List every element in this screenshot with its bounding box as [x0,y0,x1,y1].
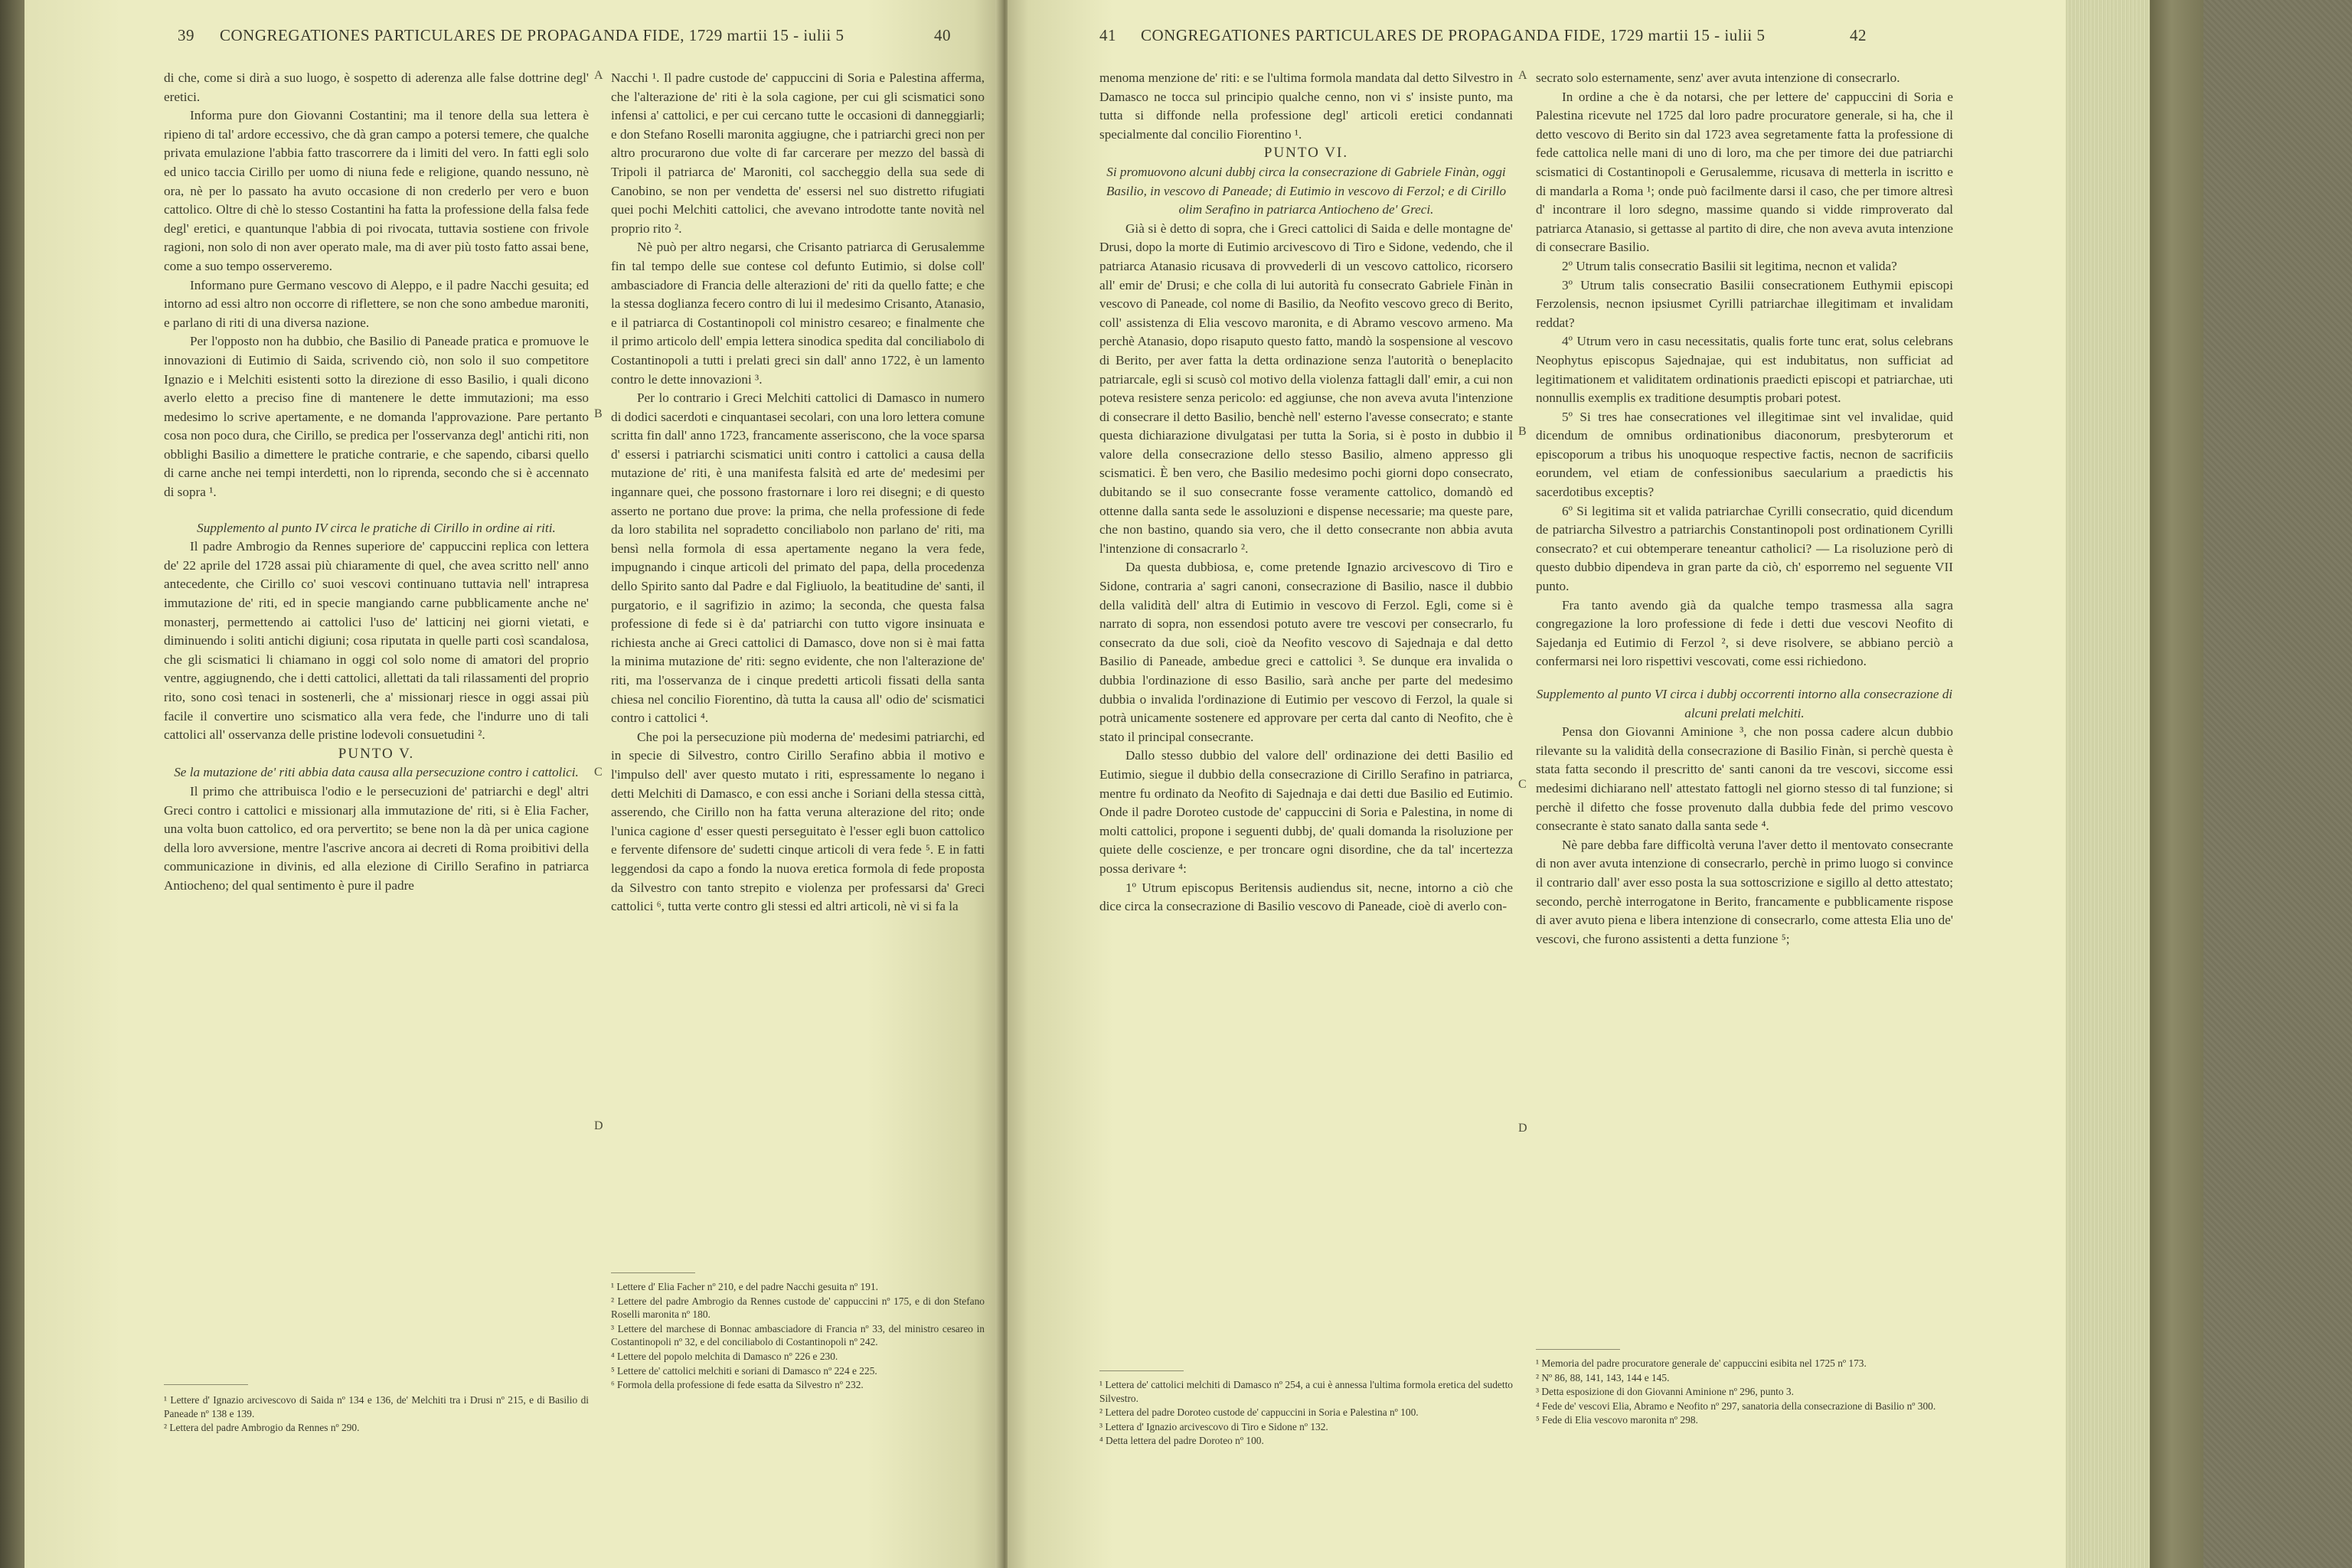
paragraph: Pensa don Giovanni Aminione ³, che non possa cadere alcun dubbio rilevante su la validità della consecrazione di Basilio Finàn, si perchè questa è stata fatta secondo il prescritto de' santi canoni da tre vescovi, siccome essi medesimi dichiarano nell' attestato fattogli nel giorno stesso di tal funzione; si perchè il difetto che fosse provenuto dalla dubbia fede del primo vescovo consecrante è stato sanato dalla santa sede ⁴. [1536,724,1953,834]
footnote: ² Lettera del padre Ambrogio da Rennes nº 290. [164,1422,360,1434]
paragraph: 6º Si legitima sit et valida patriarchae Cyrilli consecratio, quid dicendum de patriarcha Silvestro a patriarchis Constantinopoli post ordinationem Cyrilli consecrato? et cui obtemperare teneantur catholici? — La risoluzione però di questo dubbio dipendeva in gran parte da ciò, ch' esporremo nel seguente VII punto. [1536,503,1953,594]
running-title: CONGREGATIONES PARTICULARES DE PROPAGANDA FIDE, 1729 martii 15 - iulii 5 [1141,26,1766,44]
footnote: ¹ Memoria del padre procuratore generale de' cappuccini esibita nel 1725 nº 173. [1536,1357,1867,1369]
margin-marker-c: C [594,766,603,779]
footnote: ⁴ Detta lettera del padre Doroteo nº 100. [1099,1435,1264,1447]
footnote: ³ Lettere del marchese di Bonnac ambasciadore di Francia nº 33, del ministro cesareo in Costantinopoli nº 32, e del conciliabolo di Costantinopoli nº 242. [611,1322,985,1348]
footnote: ⁶ Formola della professione di fede esatta da Silvestro nº 232. [611,1379,864,1391]
footnote: ⁵ Fede di Elia vescovo maronita nº 298. [1536,1414,1698,1426]
footnote: ⁵ Lettere de' cattolici melchiti e soriani di Damasco nº 224 e 225. [611,1364,877,1377]
paragraph: Dallo stesso dubbio del valore dell' ordinazione dei detti Basilio ed Eutimio, siegue il dubbio della consecrazione di Cirillo Serafino in patriarca, mentre fu ordinato da Neofito di Sajednaja e dai detti due Basilio ed Eutimio. Onde il padre Doroteo custode de' cappuccini di Soria e Palestina, in nome di molti cattolici, propone i seguenti dubbj, de' quali domanda la risoluzione per quiete delle coscienze, e per troncare ogni disordine, che da tal' incertezza possa derivare ⁴: [1099,748,1513,876]
footnote: ² Lettera del padre Doroteo custode de' cappuccini in Soria e Palestina nº 100. [1099,1406,1419,1419]
page-number-41: 41 [1099,26,1116,44]
paragraph: Fra tanto avendo già da qualche tempo trasmessa alla sagra congregazione la loro professione di fede i detti due vescovi Neofito di Sajedanja ed Eutimio di Ferzol ², si deve risolvere, se abbiano perciò a confermarsi nei loro rispettivi vescovati, come essi richiedono. [1536,597,1953,669]
page-number-40: 40 [934,26,951,44]
paragraph: Informa pure don Giovanni Costantini; ma il tenore della sua lettera è ripieno di tal' ardore eccessivo, che dà gran campo a potersi temere, che qualche privata emulazione l'abbia fatto trascorrere da i limiti del vero. In fatti egli solo ed unico taccia Cirillo per uomo di niuna fede e religione, quando nessuno, nè ora, nè per lo passato ha avuto occasione di non crederlo per vero e buon cattolico. Oltre di chè lo stesso Costantini ha fatta la professione della falsa fede degl' eretici, e quantunque l'abbia di poi rivocata, tuttavia sostiene con frivole ragioni, non solo di non aver operato male, ma di aver più tosto fatto assai bene, come a suo tempo osserveremo. [164,108,589,273]
footnote: ⁴ Lettere del popolo melchita di Damasco nº 226 e 230. [611,1350,838,1362]
footnote-rule [611,1272,695,1273]
section-subtitle: Se la mutazione de' riti abbia data causa alla persecuzione contro i cattolici. [174,765,579,780]
left-column-2-footnotes [611,1280,985,1393]
paragraph: Nè può per altro negarsi, che Crisanto patriarca di Gerusalemme fin tal tempo delle sue contese col defunto Eutimio, si dolse coll' ambasciadore di Francia delle alterazioni de' riti da quello fatte; e che la stessa doglianza fecero contro di lui il medesimo Crisanto, Atanasio, e il patriarca di Costantinopoli col ministro cesareo; e finalmente che il primo articolo dell' empia lettera sinodica spedita dal conciliabolo di Costantinopoli a tutti i prelati greci sin dall' anno 1722, è un lamento contro le dette innovazioni ³. [611,240,985,387]
left-page [24,0,1003,1568]
right-column-2-footnotes [1536,1357,1953,1428]
paragraph: 2º Utrum talis consecratio Basilii sit legitima, necnon et valida? [1562,258,1897,273]
right-running-header [1008,21,2066,52]
paragraph: Informano pure Germano vescovo di Aleppo, e il padre Nacchi gesuita; ed intorno ad essi altro non occorre di riflettere, se non che sono ambedue maroniti, e parlano di riti di una diversa nazione. [164,277,589,330]
paragraph: 5º Si tres hae consecrationes vel illegitimae sint vel invalidae, quid dicendum de omnibus ordinationibus diaconorum, presbyterorum et episcoporum a tribus his unoquoque respective factis, necnon de sacrificiis eorundem, vel etiam de confessionibus saecularium a praedictis his sacerdotibus exceptis? [1536,409,1953,500]
book-cover-edge [2150,0,2203,1568]
footnote: ¹ Lettera de' cattolici melchiti di Damasco nº 254, a cui è annessa l'ultima formola eretica del sudetto Silvestro. [1099,1379,1513,1404]
background-board [2203,0,2352,1568]
page-number-39: 39 [178,26,194,44]
left-running-header [24,21,1003,52]
footnote-rule [1536,1349,1620,1350]
section-subtitle: Si promuovono alcuni dubbj circa la consecrazione di Gabriele Finàn, oggi Basilio, in vescovo di Paneade; di Eutimio in vescovo di Ferzol; e di Cirillo olim Serafino in patriarca Antiocheno de' Greci. [1106,164,1507,217]
paragraph: Già si è detto di sopra, che i Greci cattolici di Saida e delle montagne de' Drusi, dopo la morte di Eutimio arcivescovo di Tiro e Sidone, vedendo, che il patriarca Atanasio ricusava di provvederli di un vescovo cattolico, ricorsero all' emir de' Drusi; e che colla di lui autorità fu consecrato Gabriele Finàn in vescovo di Paneade, col nome di Basilio, da Neofito vescovo greco di Berito, coll' assistenza di Elia vescovo maronita, e di Abramo vescovo armeno. Ma perchè Atanasio, dopo risaputo questo fatto, mandò la sospensione al vescovo di Berito, per aver fatta la detta ordinazione senza l'autorità o beneplacito patriarcale, egli si scusò col motivo della violenza fattagli dall' emir, a cui non poteva resistere senza pericolo: ed aggiunse, che non aveva avuta l'intenzione di consecrare il detto Basilio, benchè nell' esterno l'avesse consecrato; e stante questa dichiarazione divulgatasi per tutta la Soria, si è posto in dubbio il valore della consecrazione dello stesso Basilio, almeno appresso gli scismatici. È ben vero, che Basilio medesimo pochi giorni dopo consecrato, dubitando se il suo consecrante fosse veramente cattolico, domandò ed ottenne dalla santa sede le assoluzioni e dispense necessarie; ma queste pare, che non bastino, quando sia vero, che il detto consecrante non abbia avuta l'intenzione di consacrarlo ². [1099,220,1513,556]
margin-marker-a: A [594,69,603,82]
margin-marker-c: C [1518,778,1527,791]
margin-marker-b: B [594,407,603,420]
footnote: ² Lettere del padre Ambrogio da Rennes custode de' cappuccini nº 175, e di don Stefano Roselli maronita nº 180. [611,1295,985,1321]
page-number-42: 42 [1850,26,1867,44]
running-title: CONGREGATIONES PARTICULARES DE PROPAGANDA FIDE, 1729 martii 15 - iulii 5 [220,26,844,44]
margin-marker-b: B [1518,425,1527,438]
supplement-title: Supplemento al punto IV circa le pratiche di Cirillo in ordine ai riti. [197,520,556,535]
paragraph: 4º Utrum vero in casu necessitatis, qualis forte tunc erat, solus celebrans Neophytus episcopus Sajednajae, qui est indubitatus, non sufficiat ad legitimationem et validitatem ordinationis praedicti episcopi et patriarchae, uti nonnullis exemplis ex traditione desumptis probari potest. [1536,334,1953,406]
paragraph: di che, come si dirà a suo luogo, è sospetto di aderenza alle false dottrine degl' eretici. [164,70,589,104]
section-heading: PUNTO VI. [1263,145,1349,162]
footnote: ² Nº 86, 88, 141, 143, 144 e 145. [1536,1371,1670,1383]
footnote-rule [164,1384,248,1385]
section-heading: PUNTO V. [338,745,415,762]
paragraph: Nacchi ¹. Il padre custode de' cappuccini di Soria e Palestina afferma, che l'alterazione de' riti è la sola cagione, per cui gli scismatici sono infensi a' cattolici, e per cui cercano tutte le occasioni di danneggiarli; e don Stefano Roselli maronita aggiugne, che i patriarchi greci non per altro procurarono due volte di far carcerare per mezzo del bassà di Tripoli il patriarca de' Maroniti, col saccheggio della sua sede di Canobino, se non per vendetta de' essersi nel suo distretto rifugiati quei pochi Melchiti cattolici, che avevano introdotte tante novità nel proprio rito ². [611,70,985,236]
paragraph: In ordine a che è da notarsi, che per lettere de' cappuccini di Soria e Palestina ricevute nel 1725 dal loro padre procuratore generale, si ha, che il detto vescovo di Berito sin dal 1723 avea segretamente fatta la professione di fede cattolica nelle mani di uno di loro, ma che per timore dei due patriarchi scismatici di Costantinopoli e Gerusalemme, ricusava di metterla in iscritto e di mandarla a Roma ¹; onde può facilmente darsi il caso, che per timore altresì d' incontrare il loro sdegno, massime quando si vidde rimproverato dal patriarca Atanasio, si gettasse al partito di dire, che non aveva avuta intenzione di consecrare Basilio. [1536,89,1953,255]
left-column-1-footnotes [164,1393,589,1436]
paragraph: menoma menzione de' riti: e se l'ultima formola mandata dal detto Silvestro in Damasco ne tocca sul principio qualche cenno, non vi s' insiste punto, ma tutta si diffonde nella professione degl' articoli eretici condannati specialmente dal concilio Fiorentino ¹. [1099,70,1513,142]
margin-marker-d: D [1518,1122,1527,1135]
footnote: ³ Lettera d' Ignazio arcivescovo di Tiro e Sidone nº 132. [1099,1420,1328,1432]
paragraph: Da questa dubbiosa, e, come pretende Ignazio arcivescovo di Tiro e Sidone, contraria a' sagri canoni, consecrazione di Basilio, nasce il dubbio della validità dell' altra di Eutimio in vescovo di Ferzol. Egli, come si è narrato di sopra, non essendosi potuto avere tre vescovi per consecrarlo, fu consecrato da due soli, cioè da Neofito vescovo di Sajednaja e dal detto Basilio di Paneade, ambedue greci e cattolici ³. Se dunque era invalida o dubbia l'ordinazione di esso Basilio, sarà anche per parte del medesimo dubbia o invalida l'ordinazione di Eutimio per vescovo di Ferzol, la quale si potrà unicamente sostenere ed approvare per certa dal canto di Neofito, che è stato il principal consecrante. [1099,560,1513,744]
footnote: ¹ Lettere d' Ignazio arcivescovo di Saida nº 134 e 136, de' Melchiti tra i Drusi nº 215, e di Basilio di Paneade nº 138 e 139. [164,1394,589,1419]
paragraph: Per lo contrario i Greci Melchiti cattolici di Damasco in numero di dodici sacerdoti e cinquantasei secolari, con una loro lettera comune scritta fin dall' anno 1723, francamente asseriscono, che la voce sparsa d' essersi i patriarchi scismatici uniti contro i cattolici a causa della mutazione de' riti, è una manifesta falsità ed arte de' medesimi per ingannare quei, che possono frastornare i loro rei disegni; e di questo asserto ne portano due prove: la prima, che nella professione di fede da loro stabilita nel sopradetto conciliabolo non parlano de' riti, ma bensì nella formola di essa apertamente negano la vera fede, impugnando i cinque articoli del primato del papa, della procedenza dello Spirito santo dal Padre e dal Figliuolo, la beatitudine de' santi, il purgatorio, e il sagrifizio in azimo; la seconda, che questa falsa professione di fede si è da' patriarchi con tutto vigore insinuata e richiesta anche ai Greci cattolici di Damasco, dove non si è mai fatta la minima mutazione de' riti: segno evidente, che non l'alterazione de' riti, ma l'osservanza de i cinque predetti articoli fissati della santa chiesa nel concilio Fiorentino, dà tutta la causa all' odio de' scismatici contro i cattolici ⁴. [611,390,985,726]
footnote-rule [1099,1370,1184,1371]
paragraph: Che poi la persecuzione più moderna de' medesimi patriarchi, ed in specie di Silvestro, contro Cirillo Serafino abbia il motivo e l'impulso dell' aver questo mutato i riti, espressamente lo negano i detti Melchiti di Damasco, e con essi anche i Soriani della stessa città, asserendo, che Cirillo non ha fatta veruna alterazione del rito; onde l'unica cagione d' esser questi perseguitato è l'esser egli buon cattolico e fervente difensore de' sudetti cinque articoli di vera fede ⁵. E in fatti leggendosi da capo a fondo la nuova eretica formola di fede proposta da Silvestro con tanto strepito e violenza per professarsi da' Greci cattolici ⁶, tutta verte contro gli stessi ed altri articoli, nè vi si fa la [611,729,985,914]
right-column-1 [1099,69,1513,916]
paragraph: secrato solo esternamente, senz' aver avuta intenzione di consecrarlo. [1536,70,1900,85]
paragraph: Il padre Ambrogio da Rennes superiore de' cappuccini replica con lettera de' 22 aprile del 1728 assai più chiaramente di quel, che avea scritto nell' anno antecedente, che Cirillo co' suoi vescovi continuano tuttavia nell' intrapresa immutazione de' riti, ed in specie mangiando carne pubblicamente anche ne' monasterj, permettendo ai cattolici l'uso de' latticinj nei giorni vietati, e diminuendo i soliti antichi digiuni; cosa riputata in quelle parti così scandalosa, che gli scismatici li chiamano in oggi col solo nome di amatori del proprio ventre, aggiugnendo, che i detti cattolici, allettati da tali rilassamenti del proprio rito, sono così tenaci in sostenerli, che a' missionarj riesce in oggi assai più facile il convertire uno scismatico alla vera fede, che l'indurre uno di tali cattolici all' osservanza delle pristine lodevoli consuetudini ². [164,539,589,743]
footnote: ¹ Lettere d' Elia Facher nº 210, e del padre Nacchi gesuita nº 191. [611,1281,878,1292]
desk-background-left [0,0,24,1568]
right-column-1-footnotes [1099,1378,1513,1449]
page-block-edges [2066,0,2150,1568]
left-column-1 [164,69,589,896]
paragraph: Per l'opposto non ha dubbio, che Basilio di Paneade pratica e promuove le innovazioni di Eutimio di Saida, scrivendo ciò, non solo il suo competitore Ignazio e i Melchiti esistenti sotto la direzione di esso Basilio, i quali dicono averlo eletto a preciso fine di mantenere le dette immutazioni; ma esso medesimo lo scrive apertamente, e ne domanda l'approvazione. Pare pertanto cosa non poco dura, che Cirillo, se predica per l'osservanza degl' antichi riti, non obblighi Basilio a dimettere le pratiche contrarie, e che sapendo, cibarsi quello di carne anche nei tempi interdetti, non lo riprenda, secondo che si è accennato di sopra ¹. [164,334,589,500]
paragraph: Il primo che attribuisca l'odio e le persecuzioni de' patriarchi e degl' altri Greci contro i cattolici e missionarj alla immutazione de' riti, si è Elia Facher, una volta buon cattolico, ed ora pervertito; se bene non la dà per unica cagione della loro avversione, mentre l'ascrive ancora ai decreti di Roma proibitivi della communicazione in divinis, ed alla elezione di Cirillo Serafino in patriarca Antiocheno; del qual sentimento è pure il padre [164,783,589,893]
left-column-2 [579,69,985,916]
supplement-title: Supplemento al punto VI circa i dubbj occorrenti intorno alla consecrazione di alcuni prelati melchiti. [1536,687,1953,720]
right-page [1008,0,2066,1568]
margin-marker-d: D [594,1119,603,1132]
footnote: ³ Detta esposizione di don Giovanni Aminione nº 296, punto 3. [1536,1386,1794,1398]
margin-marker-a: A [1518,69,1527,82]
footnote: ⁴ Fede de' vescovi Elia, Abramo e Neofito nº 297, sanatoria della consecrazione di Basilio nº 300. [1536,1400,1936,1412]
paragraph: 1º Utrum episcopus Beritensis audiendus sit, necne, intorno a ciò che dice circa la consecrazione di Basilio vescovo di Paneade, cioè di averlo con- [1099,880,1513,914]
paragraph: Nè pare debba fare difficoltà veruna l'aver detto il mentovato consecrante di non aver avuta intenzione di consecrarlo, perchè in primo luogo si convince il contrario dall' aver esso posta la sua sottoscrizione e sigillo al detto attestato; secondo, perchè interrogatone in Berito, francamente e pubblicamente rispose di aver avuto piena e libera intenzione di consecrarlo, come attesta Elia uno de' vescovi, che furono assistenti a detta funzione ⁵; [1536,837,1953,946]
paragraph: 3º Utrum talis consecratio Basilii consecrationem Euthymii episcopi Ferzolensis, necnon ipsiusmet Cyrilli patriarchae illegitimam et invalidam reddat? [1536,277,1953,330]
right-column-2 [1536,69,1953,949]
